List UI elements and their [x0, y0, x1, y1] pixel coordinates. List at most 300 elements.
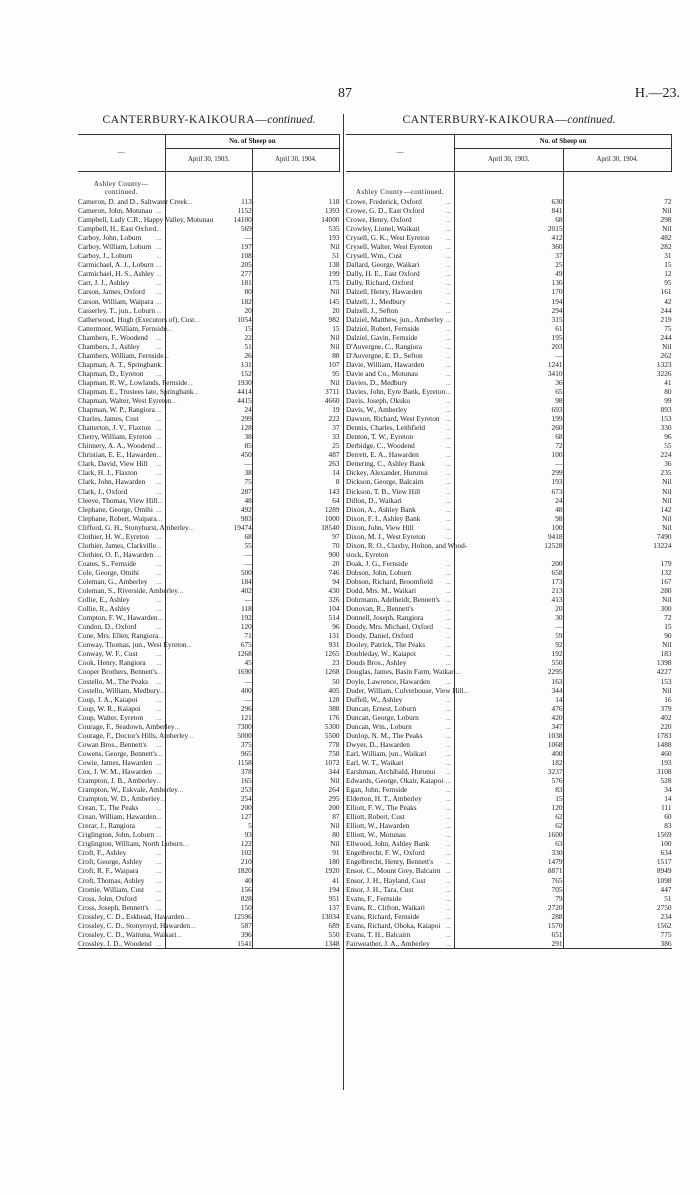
sheep-1903-cell: 1541 — [165, 939, 252, 949]
holder-name: Ensor, C., Mount Grey, Balcairn — [346, 866, 441, 876]
leader-dots: ... — [445, 938, 451, 948]
table-row — [346, 767, 672, 776]
sheep-1904-cell: 514 — [252, 613, 339, 622]
table-row — [78, 505, 340, 514]
sheep-1904-cell: 931 — [252, 640, 339, 649]
page-header — [0, 86, 700, 102]
sheep-1904-cell: 183 — [563, 649, 672, 658]
leader-dots: ... — [156, 857, 162, 867]
sheep-1903-cell: 98 — [455, 514, 564, 523]
sheep-1904-cell: Nil — [252, 242, 339, 251]
table-row — [346, 749, 672, 758]
holder-name: Cameron, D. and D., Saltwater Creek — [78, 197, 188, 207]
sheep-1904-cell: 758 — [252, 749, 339, 758]
holder-name: Dickey, Alexander, Hurunui — [346, 468, 428, 478]
leader-dots: ... — [156, 576, 162, 586]
holder-name: Crowe, Henry, Oxford — [346, 215, 412, 225]
sheep-1904-cell: 118 — [252, 197, 339, 206]
sheep-1903-cell: 213 — [455, 586, 564, 595]
holder-name: Carson, James, Oxford — [78, 287, 145, 297]
holder-name: Dobson, Richard, Broomfield — [346, 576, 433, 586]
leader-dots: ... — [445, 396, 451, 406]
table-row — [346, 260, 672, 269]
leader-dots: ... — [156, 884, 162, 894]
leader-dots: ... — [445, 785, 451, 795]
sheep-1903-cell: 1158 — [165, 758, 252, 767]
sheep-1904-cell: 1348 — [252, 939, 339, 949]
table-row — [78, 306, 340, 315]
holder-name: Evans, F., Fernside — [346, 893, 402, 903]
table-row — [346, 785, 672, 794]
sheep-1904-cell: 4660 — [252, 396, 339, 405]
leader-dots: ... — [445, 278, 451, 288]
sheep-1903-cell: 26 — [165, 351, 252, 360]
table-row — [346, 731, 672, 740]
sheep-1904-cell: 14000 — [252, 215, 339, 224]
sheep-1903-cell: — — [165, 595, 252, 604]
sheep-1904-cell: 746 — [252, 568, 339, 577]
sheep-1904-cell: 14 — [563, 794, 672, 803]
sheep-1904-cell: 1323 — [563, 360, 672, 369]
sheep-1903-cell: 72 — [455, 441, 564, 450]
table-row — [78, 251, 340, 260]
sheep-1903-cell: — — [165, 459, 252, 468]
sheep-1903-cell: 412 — [455, 233, 564, 242]
sheep-1903-cell: 193 — [455, 477, 564, 486]
sheep-1904-cell: Nil — [563, 640, 672, 649]
holder-name: Derrett, E. A., Hawarden — [346, 450, 419, 460]
leader-dots: ... — [445, 839, 451, 849]
holder-name: Cooper Brothers, Bennett's — [78, 667, 157, 677]
holder-name: Cowens, George, Bennett's — [78, 748, 158, 758]
holder-name: Elliott, W., Hawarden — [346, 821, 410, 831]
table-row — [78, 731, 340, 740]
holder-name: Cowie, James, Hawarden — [78, 757, 153, 767]
table-row — [346, 459, 672, 468]
holder-name: Criglington, William, North Loburn — [78, 839, 183, 849]
sheep-1903-cell: 347 — [455, 722, 564, 731]
sheep-1904-cell: 193 — [563, 758, 672, 767]
sheep-1903-cell: 38 — [165, 432, 252, 441]
sheep-1904-cell: Nil — [563, 477, 672, 486]
sheep-1903-cell: 36 — [455, 378, 564, 387]
leader-dots: ... — [156, 477, 162, 487]
table-row — [346, 885, 672, 894]
table-row — [78, 722, 340, 731]
sheep-1903-cell: 2295 — [455, 667, 564, 676]
holder-name: Chapman, E., Trustees late, Springbank — [78, 387, 194, 396]
sheep-1904-cell: 104 — [252, 604, 339, 613]
leader-dots: ... — [156, 821, 162, 831]
holder-name: Campbell, Lady C.R., Happy Valley, Motunau — [78, 215, 214, 225]
table-row — [78, 695, 340, 704]
table-row — [78, 324, 340, 333]
leader-dots: ... — [156, 567, 162, 577]
left-column-title: CANTERBURY-KAIKOURA—continued. — [102, 114, 316, 126]
sheep-1903-cell: — — [455, 351, 564, 360]
holder-name: Clifford, G. H., Stonyhurst, Amberley — [78, 522, 189, 532]
table-row — [78, 450, 340, 459]
sheep-1903-cell: 14 — [455, 695, 564, 704]
sheep-1903-cell: 12596 — [165, 912, 252, 921]
table-row — [78, 821, 340, 830]
leader-dots: ... — [188, 730, 194, 740]
sheep-1904-cell: Nil — [563, 224, 672, 233]
table-row — [78, 477, 340, 486]
holder-name: Croft, R. F., Waipara — [78, 866, 139, 876]
sheep-1904-cell: 1000 — [252, 514, 339, 523]
leader-dots: ... — [182, 839, 189, 849]
table-row — [78, 885, 340, 894]
leader-dots: ... — [188, 522, 195, 532]
table-row — [346, 676, 672, 685]
left-table-body — [78, 172, 340, 949]
sheep-1904-cell: 72 — [563, 613, 672, 622]
table-row — [78, 514, 340, 523]
holder-name: Ensor, J. H., Hayland, Cust — [346, 875, 426, 885]
leader-dots: ... — [156, 368, 162, 378]
year-1904-header: April 30, 1904. — [563, 149, 672, 172]
sheep-1903-cell: 693 — [455, 405, 564, 414]
sheep-1904-cell: 16 — [563, 695, 672, 704]
sheep-1904-cell: 1517 — [563, 857, 672, 866]
table-row — [78, 459, 340, 468]
leader-dots: ... — [156, 757, 162, 767]
sheep-1904-cell: 200 — [252, 803, 339, 812]
sheep-1904-cell: 145 — [252, 297, 339, 306]
leader-dots: ... — [156, 649, 162, 659]
sheep-1903-cell: 576 — [455, 776, 564, 785]
holder-name: Croft, Thomas, Ashley — [78, 875, 145, 885]
holder-name: Casserley, T., jun., Loburn — [78, 305, 156, 315]
sheep-1904-cell: 1562 — [563, 921, 672, 930]
holder-name: Courage, F., Doctor's Hills, Amberley — [78, 730, 189, 740]
table-row — [78, 640, 340, 649]
leader-dots: ... — [163, 350, 169, 360]
sheep-1903-cell: 8871 — [455, 866, 564, 875]
sheep-1904-cell: 97 — [252, 532, 339, 541]
leader-dots: ... — [445, 287, 451, 297]
sheep-1904-cell: 143 — [252, 487, 339, 496]
holder-name: Dooley, Patrick, The Peaks — [346, 640, 426, 650]
sheep-1903-cell: 1268 — [165, 649, 252, 658]
sheep-1903-cell: 4415 — [165, 396, 252, 405]
leader-dots: ... — [177, 785, 184, 795]
holder-name: Christian, E. E., Hawarden — [78, 450, 157, 460]
holder-name: Catherwood, Hugh (Executors of), Cust — [78, 314, 195, 324]
sheep-1904-cell: 31 — [563, 251, 672, 260]
leader-dots: ... — [156, 450, 162, 460]
holder-name: Doak, J. G., Fernside — [346, 558, 408, 568]
leader-dots: ... — [157, 748, 163, 758]
leader-dots — [451, 550, 454, 559]
holder-name: Crysell, Walter, West Eyreton — [346, 242, 433, 252]
leader-dots: ... — [445, 649, 451, 659]
sheep-1903-cell: — — [165, 695, 252, 704]
leader-dots: ... — [445, 730, 451, 740]
holder-name: Ensor, J. H., Tara, Cust — [346, 884, 414, 894]
sheep-1903-cell: 983 — [165, 514, 252, 523]
sheep-1903-cell: 100 — [455, 523, 564, 532]
leader-dots: ... — [445, 902, 451, 912]
leader-dots: ... — [445, 314, 451, 324]
table-row — [78, 749, 340, 758]
sheep-1904-cell: 60 — [563, 812, 672, 821]
leader-dots: ... — [445, 332, 451, 342]
table-row — [78, 206, 340, 215]
table-row — [78, 649, 340, 658]
leader-dots: ... — [156, 405, 162, 415]
holder-name: Evans, T. H., Balcairn — [346, 929, 411, 939]
holder-name: Conway, Thomas, jun., West Eyreton — [78, 640, 187, 650]
sheep-1904-cell: 298 — [563, 215, 672, 224]
sheep-1903-cell: 37 — [455, 251, 564, 260]
sheep-1903-cell: 1152 — [165, 206, 252, 215]
holder-name: Cross, Joseph, Bennett's — [78, 902, 149, 912]
leader-dots: ... — [445, 359, 451, 369]
holder-name: Carboy, John, Loburn — [78, 233, 142, 243]
leader-dots: ... — [156, 206, 162, 216]
sheep-1904-cell: 7490 — [563, 532, 672, 541]
sheep-1904-cell: 244 — [563, 306, 672, 315]
table-row — [78, 369, 340, 378]
leader-dots: ... — [445, 766, 451, 776]
leader-dots: ... — [156, 287, 162, 297]
holder-name: Cole, George, Omihi — [78, 567, 140, 577]
leader-dots: ... — [156, 251, 162, 261]
sheep-1903-cell: 1241 — [455, 360, 564, 369]
table-row — [78, 812, 340, 821]
sheep-1904-cell: 95 — [252, 369, 339, 378]
sheep-1903-cell: 492 — [165, 505, 252, 514]
holder-name: Conway, W. F., Cust — [78, 649, 138, 659]
sheep-1903-cell: 260 — [455, 423, 564, 432]
leader-dots: ... — [184, 911, 190, 921]
sheep-1904-cell: 14 — [252, 468, 339, 477]
holder-name: Carmichael, H. S., Ashley — [78, 269, 154, 279]
sheep-1903-cell: 765 — [455, 876, 564, 885]
leader-dots: ... — [455, 667, 462, 677]
leader-dots: ... — [445, 441, 451, 451]
sheep-1904-cell: 72 — [563, 197, 672, 206]
leader-dots: ... — [445, 812, 451, 822]
table-row — [346, 306, 672, 315]
table-row — [78, 333, 340, 342]
sheep-1904-cell: 179 — [563, 559, 672, 568]
column-divider — [343, 114, 344, 1090]
holder-name: Crossley, C. D., Waituna, Waikari — [78, 929, 177, 939]
holder-name: Clark, J., Oxford — [78, 486, 128, 496]
holder-name: Clephane, Robert, Waipara — [78, 513, 157, 523]
leader-dots: ... — [156, 694, 162, 704]
table-row — [78, 441, 340, 450]
table-row — [78, 595, 340, 604]
sheep-1903-cell — [455, 550, 564, 559]
sheep-1903-cell: 24 — [165, 405, 252, 414]
sheep-1904-cell: 176 — [252, 713, 339, 722]
table-row — [78, 233, 340, 242]
holder-name: Dobson, John, Loburn — [346, 567, 412, 577]
sheep-1903-cell: 2720 — [455, 903, 564, 912]
sheep-1903-cell: 173 — [455, 577, 564, 586]
holder-name: Cameron, John, Motunau — [78, 206, 153, 216]
sheep-1904-cell: 87 — [252, 812, 339, 821]
sheep-1904-cell: 132 — [563, 568, 672, 577]
holder-name: Dunlop, N. M., The Peaks — [346, 730, 423, 740]
leader-dots: ... — [156, 332, 162, 342]
right-column-title: CANTERBURY-KAIKOURA—continued. — [402, 114, 616, 126]
leader-dots: ... — [445, 604, 451, 614]
holder-name: Costello, William, Medbury — [78, 685, 160, 695]
sheep-1903-cell: 3237 — [455, 767, 564, 776]
sheep-1904-cell: 107 — [252, 360, 339, 369]
table-row — [346, 812, 672, 821]
leader-dots: ... — [445, 296, 451, 306]
sheep-1904-cell: Nil — [563, 342, 672, 351]
table-row — [346, 441, 672, 450]
table-row — [78, 523, 340, 532]
table-row — [346, 649, 672, 658]
sheep-1904-cell: 982 — [252, 315, 339, 324]
holder-name: Crysell, G. K., West Eyreton — [346, 233, 430, 243]
table-row — [346, 821, 672, 830]
leader-dots: ... — [445, 776, 451, 786]
holder-name: Coleman, G., Amberley — [78, 576, 148, 586]
sheep-1903-cell: 294 — [455, 306, 564, 315]
sheep-1904-cell: 5300 — [252, 722, 339, 731]
holder-name: Criglington, John, Loburn — [78, 830, 155, 840]
leader-dots: ... — [166, 323, 173, 333]
leader-dots: ... — [156, 269, 162, 279]
table-row — [78, 432, 340, 441]
sheep-1904-cell: 535 — [252, 224, 339, 233]
right-sheep-table — [346, 134, 672, 949]
holder-name: Davie, William, Hawarden — [346, 359, 425, 369]
leader-dots: ... — [156, 712, 162, 722]
sheep-1903-cell: 121 — [165, 713, 252, 722]
sheep-1904-cell: 1268 — [252, 667, 339, 676]
holder-name: Elderton, H. T., Amberley — [346, 794, 422, 804]
table-row — [346, 912, 672, 921]
leader-dots: ... — [445, 341, 451, 351]
leader-dots: ... — [445, 631, 451, 641]
holder-name: Dawson, Richard, West Eyreton — [346, 414, 440, 424]
sheep-1904-cell: 344 — [252, 767, 339, 776]
leader-dots: ... — [156, 703, 162, 713]
holder-name: Crean, William, Hawarden — [78, 812, 157, 822]
sheep-1904-cell: 153 — [563, 676, 672, 685]
sheep-1903-cell: 68 — [455, 432, 564, 441]
sheep-1903-cell: 705 — [455, 885, 564, 894]
holder-name: Duncan, George, Loburn — [346, 712, 419, 722]
leader-dots: ... — [156, 866, 162, 876]
leader-dots: ... — [177, 586, 184, 596]
sheep-1904-cell: 893 — [563, 405, 672, 414]
table-row — [346, 930, 672, 939]
table-row — [78, 704, 340, 713]
left-column — [78, 114, 340, 949]
table-row — [346, 667, 672, 676]
sheep-1904-cell: 402 — [563, 713, 672, 722]
leader-dots: ... — [445, 920, 451, 930]
holder-name: Engelbrecht, F. W., Oxford — [346, 848, 425, 858]
table-row — [346, 604, 672, 613]
sheep-1904-cell: 75 — [563, 324, 672, 333]
table-row — [346, 215, 672, 224]
sheep-1904-cell: Nil — [563, 595, 672, 604]
table-row — [78, 287, 340, 296]
sheep-1903-cell: 63 — [455, 839, 564, 848]
holder-name: Ellwood, John, Ashley Bank — [346, 839, 430, 849]
table-row — [78, 767, 340, 776]
sheep-1904-cell: 330 — [563, 423, 672, 432]
holder-name: Davis, Joseph, Okuku — [346, 396, 411, 406]
table-row — [346, 378, 672, 387]
holder-name: Dally, Richard, Oxford — [346, 278, 414, 288]
table-row — [346, 568, 672, 577]
sheep-1903-cell: 1690 — [165, 667, 252, 676]
sheep-1904-cell: 4227 — [563, 667, 672, 676]
table-row — [346, 830, 672, 839]
table-row — [346, 224, 672, 233]
sheep-1903-cell: 344 — [455, 686, 564, 695]
table-row — [78, 541, 340, 550]
sheep-1903-cell: 7300 — [165, 722, 252, 731]
sheep-1904-cell: 282 — [563, 242, 672, 251]
sheep-1904-cell: 15 — [252, 324, 339, 333]
table-row — [78, 803, 340, 812]
sheep-1904-cell — [563, 550, 672, 559]
leader-dots: ... — [156, 531, 162, 541]
table-row — [78, 487, 340, 496]
table-row — [78, 559, 340, 568]
leader-dots: ... — [445, 233, 451, 243]
sheep-1903-cell: 396 — [165, 930, 252, 939]
table-row — [346, 532, 672, 541]
sheep-1903-cell: — — [165, 550, 252, 559]
name-column-header: — — [78, 135, 165, 172]
holder-name: Coup, W. R., Kaiapoi — [78, 703, 141, 713]
leader-dots: ... — [156, 540, 162, 550]
sheep-1904-cell: Nil — [252, 342, 339, 351]
holder-name: Douds Bros., Ashley — [346, 658, 407, 668]
holder-name: Earl, William, jun., Waikari — [346, 748, 427, 758]
sheep-1903-cell: 192 — [165, 613, 252, 622]
leader-dots: ... — [156, 803, 162, 813]
sheep-1903-cell: 55 — [165, 541, 252, 550]
sheep-1904-cell: Nil — [252, 378, 339, 387]
sheep-1903-cell: — — [455, 459, 564, 468]
table-row — [78, 876, 340, 885]
leader-dots: ... — [174, 721, 180, 731]
sheep-1903-cell: 92 — [455, 640, 564, 649]
table-row — [346, 857, 672, 866]
sheep-1903-cell: 203 — [455, 342, 564, 351]
sheep-1904-cell: 128 — [252, 695, 339, 704]
leader-dots: ... — [445, 893, 451, 903]
sheep-1904-cell: 100 — [563, 839, 672, 848]
holder-name: Cowan Bros., Bennett's — [78, 739, 147, 749]
leader-dots: ... — [156, 938, 162, 948]
table-row — [346, 894, 672, 903]
holder-name: Clark, H. J., Flaxton — [78, 468, 138, 478]
sheep-1904-cell: 3226 — [563, 369, 672, 378]
sheep-1904-cell: 528 — [563, 776, 672, 785]
sheep-1904-cell: 90 — [563, 631, 672, 640]
sheep-1904-cell: 1398 — [563, 658, 672, 667]
table-row — [346, 713, 672, 722]
sheep-1903-cell: 569 — [165, 224, 252, 233]
